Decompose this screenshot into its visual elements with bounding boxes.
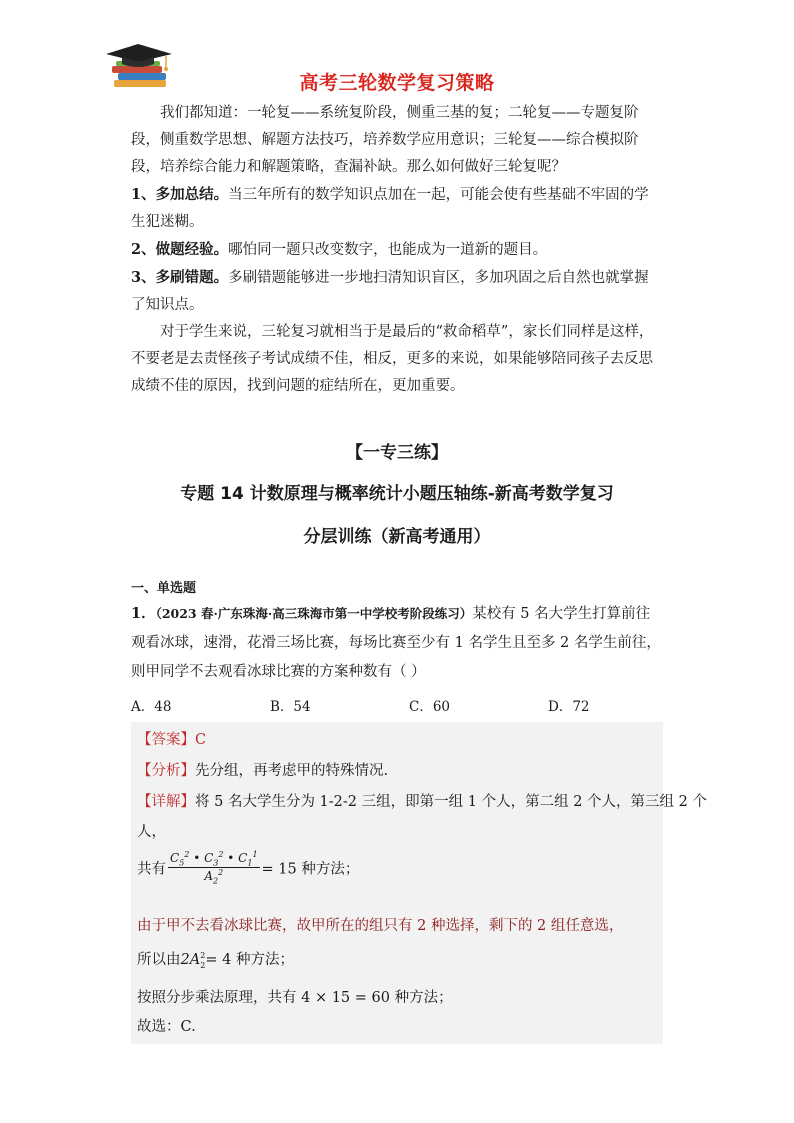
topic-title-line-1: 专题 14 计数原理与概率统计小题压轴练-新高考数学复习	[180, 484, 614, 504]
option-c: C．60	[409, 699, 451, 715]
analysis-tag: 【分析】	[137, 763, 195, 779]
question-1	[131, 599, 663, 687]
analysis-line	[137, 759, 388, 780]
detail-line	[137, 790, 707, 811]
formula-line	[137, 850, 359, 886]
arrangement-expr: 2A	[180, 952, 201, 968]
combination-fraction: $\frac{C_5^2 • C_3^2 • C_1^1}{A_2^2}$	[170, 850, 258, 886]
tip-3-title: 3、多刷错题。	[131, 269, 229, 286]
tip-3-text: 多刷错题能够进一步地扫清知识盲区，多加巩固之后自然也就掌握了知识点。	[131, 270, 649, 313]
topic-title-line-2: 分层训练（新高考通用）	[303, 527, 491, 547]
question-text: 某校有 5 名大学生打算前往观看冰球，速滑，花滑三场比赛，每场比赛至少有 1 名学生且至多 2 名学生前往，则甲同学不去观看冰球比赛的方案种数有（ ）	[131, 606, 661, 680]
section-heading: 【一专三练】	[346, 443, 448, 463]
detail-tag: 【详解】	[137, 794, 195, 810]
option-b: B．54	[270, 699, 311, 715]
answer-line	[137, 728, 206, 749]
answer-box	[131, 722, 707, 1044]
analysis-text: 先分组，再考虑甲的特殊情况.	[195, 763, 389, 779]
formula-result: = 15 种方法；	[261, 861, 360, 878]
arrangement-line: 所以由$2A_2^2= 4$ 种方法；	[137, 951, 294, 970]
question-type-label: 一、单选题	[131, 581, 197, 596]
multiplication-rule-line: 按照分步乘法原理，共有 4 × 15 = 60 种方法；	[137, 990, 453, 1006]
page-title: 高考三轮数学复习策略	[299, 72, 495, 94]
intro-text	[131, 100, 663, 400]
arrangement-suffix: = 4 种方法；	[205, 952, 294, 968]
question-number: 1．	[131, 605, 156, 622]
arrangement-prefix: 所以由	[137, 952, 181, 968]
tip-2	[131, 236, 663, 264]
constraint-line: 由于甲不去看冰球比赛，故甲所在的组只有 2 种选择，剩下的 2 组任意选，	[137, 918, 624, 934]
detail-text: 将 5 名大学生分为 1-2-2 三组，即第一组 1 个人，第二组 2 个人，第三组 2 个	[195, 794, 707, 810]
tip-2-text: 哪怕同一题只改变数字，也能成为一道新的题目。	[228, 242, 548, 258]
option-d: D．72	[548, 699, 590, 715]
tip-1-title: 1、多加总结。	[131, 186, 229, 203]
tip-3	[131, 264, 663, 319]
answer-tag: 【答案】	[137, 732, 195, 748]
option-a: A．48	[131, 699, 172, 715]
tip-1-text: 当三年所有的数学知识点加在一起，可能会使有些基础不牢固的学生犯迷糊。	[131, 187, 649, 230]
answer-value: C	[195, 732, 207, 748]
intro-paragraph: 我们都知道：一轮复——系统复阶段，侧重三基的复；二轮复——专题复阶段，侧重数学思想、解题方法技巧，培养数学应用意识；三轮复——综合模拟阶段，培养综合能力和解题策略，查漏补缺。那么如何做好三轮复呢？	[131, 105, 639, 175]
formula-prefix: 共有	[137, 861, 166, 878]
tip-1	[131, 181, 663, 236]
question-source: （2023 春·广东珠海·高三珠海市第一中学校考阶段练习）	[155, 606, 473, 621]
final-choice-line: 故选：C.	[137, 1019, 196, 1035]
detail-line-continued: 人，	[137, 824, 166, 840]
closing-paragraph: 对于学生来说，三轮复习就相当于是最后的“救命稻草”，家长们同样是这样，不要老是去责怪孩子考试成绩不佳，相反，更多的来说，如果能够陪同孩子去反思成绩不佳的原因，找到问题的症结所在，更加重要。	[131, 324, 654, 394]
tip-2-title: 2、做题经验。	[131, 241, 229, 258]
